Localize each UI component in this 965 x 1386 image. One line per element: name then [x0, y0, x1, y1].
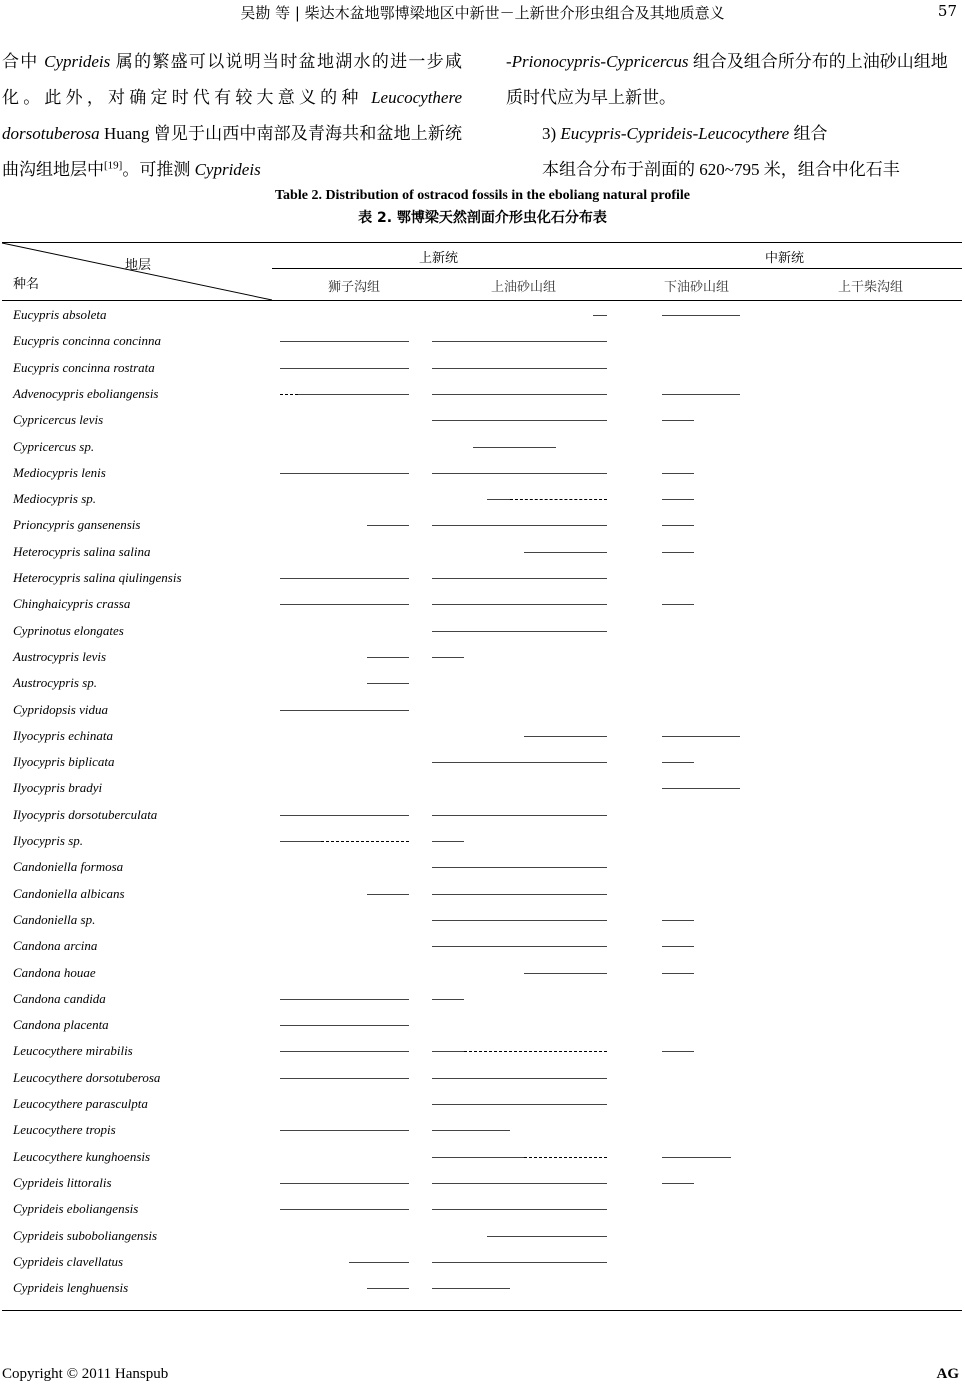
table-row	[0, 1017, 965, 1043]
range-line	[662, 525, 694, 526]
species-name: Ilyocypris sp.	[13, 833, 84, 848]
range-line	[432, 1078, 607, 1079]
range-line-dashed	[321, 841, 408, 842]
formation-header: 上干柴沟组	[838, 280, 904, 295]
range-line	[432, 946, 607, 947]
range-line	[432, 762, 607, 763]
table-row	[0, 991, 965, 1017]
table-row	[0, 596, 965, 622]
range-line	[280, 341, 409, 342]
species-name: Eucypris absoleta	[13, 307, 107, 322]
species-name: Cyprideis littoralis	[13, 1174, 112, 1190]
table-row	[0, 412, 965, 438]
range-line	[367, 657, 408, 658]
species-name: Candona houae	[13, 964, 96, 980]
table-row	[0, 544, 965, 570]
range-line	[432, 1288, 510, 1289]
range-line	[432, 1157, 524, 1158]
range-line	[280, 1209, 409, 1210]
range-line	[432, 473, 607, 474]
range-line	[432, 1104, 607, 1105]
species-name: Eucypris concinna rostrata	[13, 359, 155, 375]
paragraph: -Prionocypris-Cypricercus 组合及组合所分布的上油砂山组地质时代应为早上新世。	[506, 52, 948, 107]
species-name: Prioncypris gansenensis	[13, 517, 141, 533]
range-line	[662, 499, 694, 500]
formation-header: 狮子沟组	[328, 280, 381, 295]
species-name: Heterocypris salina salina	[13, 543, 151, 559]
range-line	[298, 394, 408, 395]
paragraph: 3) Eucypris-Cyprideis-Leucocythere 组合	[542, 124, 828, 143]
range-line	[662, 762, 694, 763]
species-name: Mediocypris lenis	[13, 464, 106, 480]
table-row	[0, 675, 965, 701]
range-line-dashed	[524, 1157, 607, 1158]
species-name: Candoniella albicans	[13, 885, 125, 901]
table-row	[0, 702, 965, 728]
range-line	[432, 420, 607, 421]
range-line	[280, 841, 321, 842]
range-line	[432, 1262, 607, 1263]
table-row	[0, 491, 965, 517]
range-line	[280, 815, 409, 816]
species-name: Cyprideis eboliangensis	[13, 1201, 139, 1217]
table-row	[0, 1096, 965, 1122]
range-line	[280, 578, 409, 579]
table-row	[0, 623, 965, 649]
range-line	[432, 657, 464, 658]
range-line	[432, 920, 607, 921]
table-row	[0, 1254, 965, 1280]
range-line	[432, 1209, 607, 1210]
table-row	[0, 807, 965, 833]
table-caption-cn: 表 2. 鄂博梁天然剖面介形虫化石分布表	[358, 210, 607, 226]
range-line	[662, 1183, 694, 1184]
range-line	[432, 631, 607, 632]
range-line	[280, 368, 409, 369]
species-name: Mediocypris sp.	[13, 491, 97, 507]
range-line	[367, 525, 408, 526]
range-line	[593, 315, 607, 316]
table-row	[0, 1228, 965, 1254]
species-name: Advenocypris eboliangensis	[13, 385, 159, 401]
species-name: Cyprideis clavellatus	[13, 1253, 124, 1269]
range-line	[473, 447, 556, 448]
range-line	[662, 420, 694, 421]
range-line	[662, 1051, 694, 1052]
range-line	[662, 604, 694, 605]
range-line	[432, 394, 607, 395]
range-line	[662, 473, 694, 474]
range-line	[432, 1183, 607, 1184]
table-row	[0, 1201, 965, 1227]
species-name: Ilyocypris biplicata	[13, 754, 115, 770]
table-row	[0, 465, 965, 491]
table-row	[0, 728, 965, 754]
range-line	[662, 394, 740, 395]
range-line	[432, 1130, 510, 1131]
table-row	[0, 938, 965, 964]
range-line-dashed	[280, 394, 298, 395]
table-row	[0, 1280, 965, 1306]
species-name: Leucocythere tropis	[13, 1122, 116, 1138]
table-row	[0, 886, 965, 912]
table-row	[0, 1175, 965, 1201]
species-name: Cyprideis suboboliangensis	[13, 1227, 158, 1243]
species-name: Candona candida	[13, 990, 106, 1006]
citation-ref[interactable]: [19]	[104, 159, 123, 172]
series-header-miocene: 中新统	[765, 251, 805, 266]
species-name: Candona arcina	[13, 938, 98, 954]
range-line	[280, 710, 409, 711]
range-line	[367, 1288, 408, 1289]
species-name: Ilyocypris bradyi	[13, 780, 103, 796]
range-line	[662, 973, 694, 974]
species-name: Candoniella sp.	[13, 911, 96, 927]
range-line	[662, 315, 740, 316]
series-header-pliocene: 上新统	[419, 251, 459, 266]
species-name: Cypridopsis vidua	[13, 701, 108, 717]
range-line	[487, 499, 510, 500]
table-row	[0, 780, 965, 806]
footer-journal: AG	[936, 1366, 959, 1382]
running-header: 吴勘 等 | 柴达木盆地鄂博梁地区中新世－上新世介形虫组合及其地质意义	[240, 4, 725, 22]
table-row	[0, 307, 965, 333]
species-name: Chinghaicypris crassa	[13, 596, 131, 612]
range-line	[662, 736, 740, 737]
species-name: Heterocypris salina qiulingensis	[13, 570, 182, 585]
formation-header: 上油砂山组	[491, 280, 557, 295]
table-row	[0, 570, 965, 596]
species-name: Austrocypris levis	[13, 648, 107, 664]
species-name: Ilyocypris echinata	[13, 727, 113, 743]
table-row	[0, 333, 965, 359]
range-line	[432, 999, 464, 1000]
range-line	[487, 1236, 607, 1237]
table-row	[0, 1043, 965, 1069]
range-line	[280, 1130, 409, 1131]
table-row	[0, 859, 965, 885]
table-row	[0, 1149, 965, 1175]
table-row	[0, 386, 965, 412]
range-line-dashed	[464, 1051, 607, 1052]
species-name: Austrocypris sp.	[13, 675, 98, 691]
formation-header: 下油砂山组	[664, 280, 730, 295]
table-row	[0, 517, 965, 543]
table-row	[0, 912, 965, 938]
paragraph: 本组合分布于剖面的 620~795 米，组合中化石丰	[542, 160, 900, 179]
range-line	[662, 552, 694, 553]
range-line	[280, 473, 409, 474]
footer-copyright: Copyright © 2011 Hanspub	[2, 1366, 169, 1382]
species-name: Cyprideis lenghuensis	[13, 1280, 129, 1296]
range-line	[524, 736, 607, 737]
species-name: Ilyocypris dorsotuberculata	[13, 806, 158, 822]
range-line	[524, 552, 607, 553]
range-line	[432, 604, 607, 605]
paragraph: 合中 Cyprideis 属的繁盛可以说明当时盆地湖水的进一步咸化。此外，对确定时代有较大意义的种 Leucocythere dorsotuberosa Huang 曾见于山西中南部及青海共和盆地上新统曲沟组地层中[19]。可推测 Cyprideis	[2, 52, 463, 179]
range-line	[662, 788, 740, 789]
table-row	[0, 439, 965, 465]
range-line	[349, 1262, 409, 1263]
range-line	[432, 815, 607, 816]
species-name: Leucocythere parasculpta	[13, 1096, 148, 1111]
table-row	[0, 1070, 965, 1096]
range-line	[432, 1051, 464, 1052]
range-line	[432, 841, 464, 842]
table-caption-en: Table 2. Distribution of ostracod fossils in the eboliang natural profile	[275, 188, 690, 203]
range-line	[432, 525, 607, 526]
table-row	[0, 965, 965, 991]
species-name: Cypricercus sp.	[13, 438, 95, 454]
table-row	[0, 754, 965, 780]
range-line	[432, 578, 607, 579]
range-line	[662, 946, 694, 947]
range-line	[280, 1183, 409, 1184]
range-line	[662, 1157, 731, 1158]
range-line	[280, 604, 409, 605]
corner-label-strata: 地层	[125, 258, 152, 273]
species-name: Eucypris concinna concinna	[13, 333, 162, 349]
range-line	[367, 683, 408, 684]
range-line	[280, 1025, 409, 1026]
corner-label-species: 种名	[13, 277, 40, 292]
range-line	[432, 368, 607, 369]
table-row	[0, 649, 965, 675]
species-name: Candoniella formosa	[13, 859, 124, 875]
species-name: Leucocythere kunghoensis	[13, 1148, 151, 1164]
range-line	[432, 341, 607, 342]
page-number: 57	[937, 2, 957, 20]
range-line	[280, 1051, 409, 1052]
range-line	[524, 973, 607, 974]
species-name: Cyprinotus elongates	[13, 622, 124, 638]
species-name: Candona placenta	[13, 1017, 109, 1033]
species-name: Cypricercus levis	[13, 412, 104, 428]
range-line	[432, 894, 607, 895]
range-line	[280, 999, 409, 1000]
range-line-dashed	[510, 499, 607, 500]
species-name: Leucocythere dorsotuberosa	[13, 1069, 161, 1085]
range-line	[662, 920, 694, 921]
table-row	[0, 1122, 965, 1148]
range-line	[432, 867, 607, 868]
range-line	[367, 894, 408, 895]
species-name: Leucocythere mirabilis	[13, 1043, 133, 1059]
table-row	[0, 833, 965, 859]
table-row	[0, 360, 965, 386]
range-line	[280, 1078, 409, 1079]
